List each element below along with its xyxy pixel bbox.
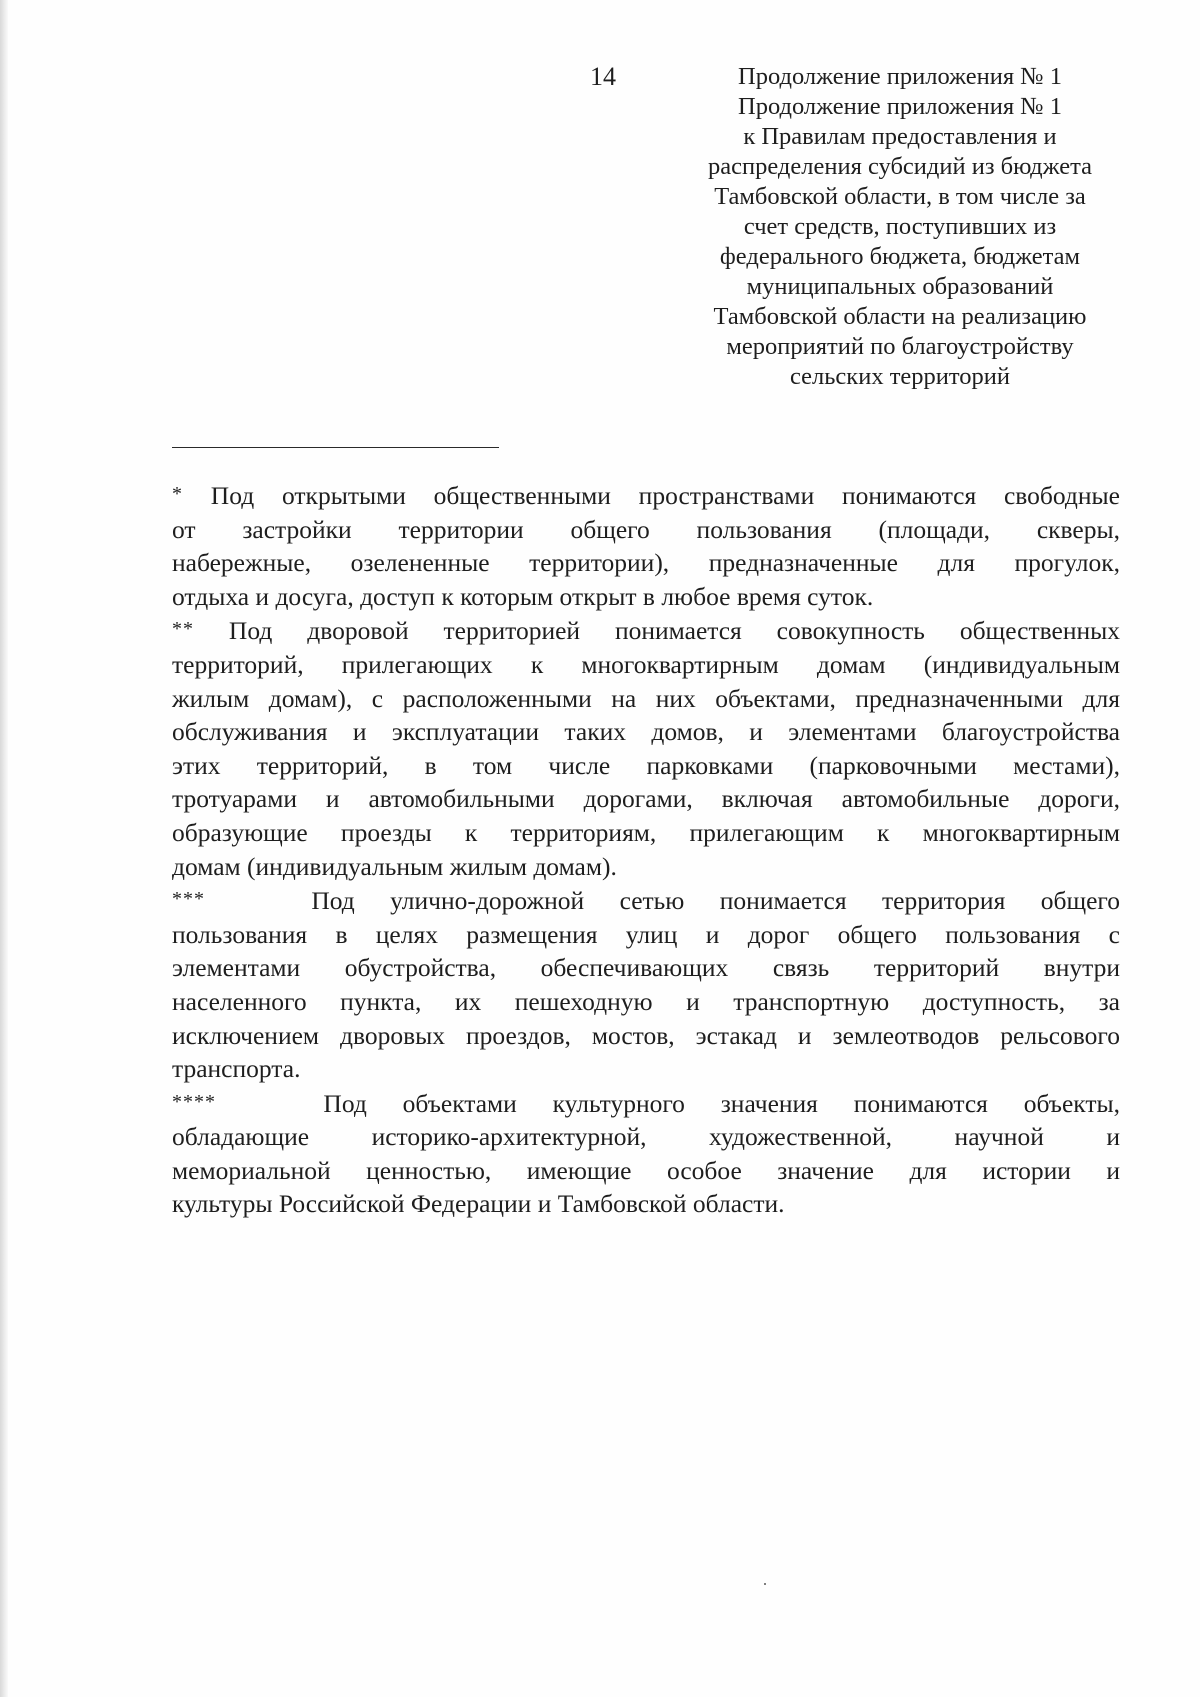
footnote-line: элементами обустройства, обеспечивающих связь территорий внутри [172, 953, 1120, 983]
header-line: сельских территорий [789, 363, 1010, 390]
footnote-line: исключением дворовых проездов, мостов, эстакад и землеотводов рельсового [172, 1020, 1120, 1050]
footnote-line: населенного пункта, их пешеходную и транспортную доступность, за [172, 986, 1120, 1016]
footnote-mark: **** [172, 1090, 216, 1113]
footnote-cultural-objects [172, 1086, 1120, 1221]
footnote-line: территорий, прилегающих к многоквартирным домам (индивидуальным [172, 649, 1120, 679]
footnote-line: набережные, озелененные территории), предназначенные для прогулок, [172, 548, 1120, 578]
footnote-text: Под открытыми общественными пространствами понимаются свободные [210, 481, 1120, 510]
header-line: Тамбовской области на реализацию [713, 303, 1087, 330]
footnote-public-spaces [172, 478, 1120, 613]
footnote-line: от застройки территории общего пользования (площади, скверы, [172, 514, 1120, 544]
header-line: федерального бюджета, бюджетам [719, 243, 1081, 270]
footnote-line: тротуарами и автомобильными дорогами, включая автомобильные дороги, [172, 784, 1120, 814]
page-number: 14 [590, 62, 616, 91]
footnote-text: Под объектами культурного значения понимаются объекты, [323, 1088, 1121, 1118]
footnote-line: культуры Российской Федерации и Тамбовской области. [172, 1189, 785, 1219]
footnote-line: отдыха и досуга, доступ к которым открыт в любое время суток. [172, 581, 874, 611]
footnote-mark: ** [172, 618, 194, 641]
scan-speck [764, 1583, 766, 1585]
header-line: Продолжение приложения № 1 [738, 93, 1062, 120]
footnote-text: Под улично-дорожной сетью понимается территория общего [311, 886, 1120, 916]
footnote-line [172, 1086, 1120, 1121]
scan-edge [0, 0, 8, 1697]
header-line: к Правилам предоставления и [743, 123, 1057, 150]
footnote-line: пользования в целях размещения улиц и дорог общего пользования с [172, 919, 1120, 949]
footnote-street-network [172, 883, 1120, 1086]
header-line: счет средств, поступивших из [743, 213, 1057, 240]
footnote-text: Под дворовой территорией понимается совокупность общественных [228, 616, 1120, 646]
footnote-line [172, 613, 1120, 648]
footnote-line: транспорта. [172, 1054, 301, 1084]
header-line: Тамбовской области, в том числе за [714, 183, 1086, 210]
appendix-header [690, 62, 1110, 392]
footnote-line [172, 478, 1120, 513]
footnote-yard-territory [172, 613, 1120, 883]
footnote-line: образующие проезды к территориям, прилегающим к многоквартирным [172, 817, 1120, 847]
header-line: распределения субсидий из бюджета [708, 153, 1092, 180]
footnote-line [172, 883, 1120, 918]
footnote-line: домам (индивидуальным жилым домам). [172, 851, 617, 881]
footnote-line: жилым домам), с расположенными на них объектами, предназначенными для [172, 683, 1120, 713]
footnote-line: этих территорий, в том числе парковками (парковочными местами), [172, 750, 1120, 780]
footnote-line: обладающие историко-архитектурной, художественной, научной и [172, 1122, 1120, 1152]
header-line: мероприятий по благоустройству [726, 333, 1074, 360]
footnote-line: обслуживания и эксплуатации таких домов, и элементами благоустройства [172, 717, 1120, 747]
footnote-line: мемориальной ценностью, имеющие особое значение для истории и [172, 1155, 1120, 1185]
footnote-mark: * [172, 483, 183, 505]
header-line: Продолжение приложения № 1 [738, 63, 1062, 90]
footnote-mark: *** [172, 888, 205, 911]
footnotes [172, 478, 1120, 1221]
header-line: муниципальных образований [746, 273, 1054, 300]
footnote-separator [172, 447, 499, 448]
